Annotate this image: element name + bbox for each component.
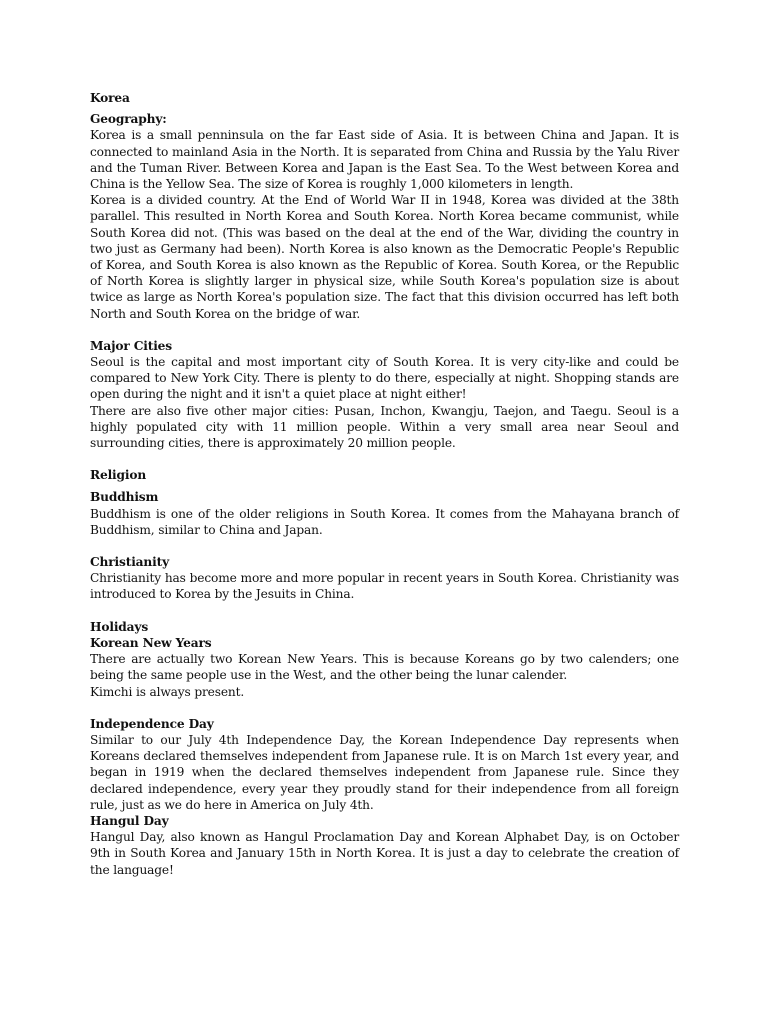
geography-paragraph-1: Korea is a small penninsula on the far East side of Asia. It is between China and Japan. It is connected to mainland Asia in the North. It is separated from China and Russia by the Yalu River and the Tuman River. Between Korea and Japan is the East Sea. To the West between Korea and China is the Yellow Sea. The size of Korea is roughly 1,000 kilometers in length. — [90, 128, 679, 192]
independence-day-paragraph: Similar to our July 4th Independence Day, the Korean Independence Day represents when Koreans declared themselves independent from Japanese rule. It is on March 1st every year, and began in 1919 when the declared themselves independent from Japanese rule. Since they declared independence, every year they proudly stand for their independence from all foreign rule, just as we do here in America on July 4th. — [90, 732, 679, 812]
document-title: Korea — [90, 91, 130, 105]
christianity-paragraph: Christianity has become more and more popular in recent years in South Korea. Christianity was introduced to Korea by the Jesuits in China. — [90, 571, 679, 602]
independence-day-heading: Independence Day — [90, 716, 214, 731]
major-cities-paragraph-2: There are also five other major cities: Pusan, Inchon, Kwangju, Taejon, and Taegu. Seoul is a highly populated city with 11 million people. Within a very small area near Seoul and surrounding cities, there is approximately 20 million people. — [90, 403, 679, 451]
korean-new-years-paragraph-1: There are actually two Korean New Years. This is because Koreans go by two calenders; one being the same people use in the West, and the other being the lunar calender. — [90, 652, 679, 683]
geography-paragraph-2: Korea is a divided country. At the End of World War II in 1948, Korea was divided at the 38th parallel. This resulted in North Korea and South Korea. North Korea became communist, while South Korea did not. (This was based on the deal at the end of the War, dividing the country in two just as Germany had been). North Korea is also known as the Democratic People's Republic of Korea, and South Korea is also known as the Republic of Korea. South Korea, or the Republic of North Korea is slightly larger in physical size, while South Korea's population size is about twice as large as North Korea's population size. The fact that this division occurred has left both North and South Korea on the bridge of war. — [90, 193, 679, 321]
document-page — [90, 90, 679, 878]
geography-heading: Geography: — [90, 112, 167, 127]
major-cities-heading: Major Cities — [90, 338, 172, 353]
hangul-day-paragraph: Hangul Day, also known as Hangul Proclamation Day and Korean Alphabet Day, is on October 9th in South Korea and January 15th in North Korea. It is just a day to celebrate the creation of the language! — [90, 830, 679, 877]
christianity-heading: Christianity — [90, 555, 170, 570]
major-cities-paragraph-1: Seoul is the capital and most important city of South Korea. It is very city-like and could be compared to New York City. There is plenty to do there, especially at night. Shopping stands are open during the night and it isn't a quiet place at night either! — [90, 355, 679, 402]
hangul-day-heading: Hangul Day — [90, 813, 169, 828]
buddhism-paragraph: Buddhism is one of the older religions in South Korea. It comes from the Mahayana branch of Buddhism, similar to China and Japan. — [90, 506, 679, 537]
korean-new-years-paragraph-2: Kimchi is always present. — [90, 684, 245, 699]
korean-new-years-heading: Korean New Years — [90, 635, 212, 650]
buddhism-heading: Buddhism — [90, 490, 159, 505]
holidays-heading: Holidays — [90, 619, 149, 634]
religion-heading: Religion — [90, 468, 147, 483]
